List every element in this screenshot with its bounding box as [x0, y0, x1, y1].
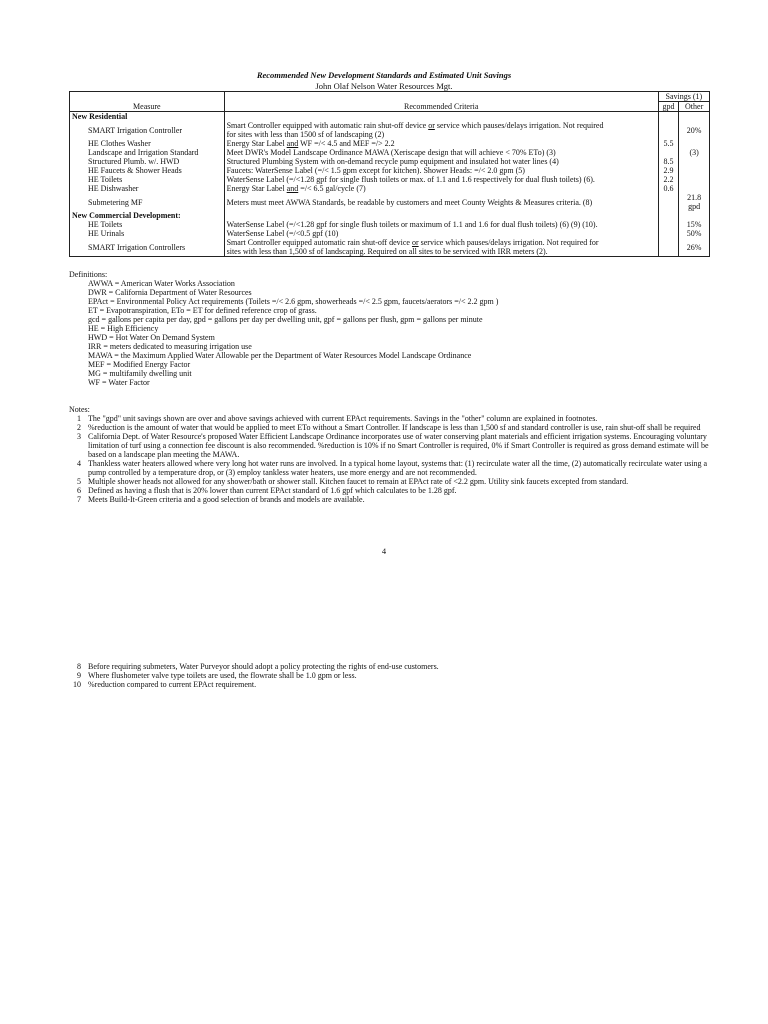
note-text: Where flushometer valve type toilets are used, the flowrate shall be 1.0 gpm or less. [88, 671, 357, 680]
gpd-cell [658, 193, 678, 211]
criteria-underlined: or [411, 238, 419, 247]
note-item [69, 423, 719, 432]
table-row [70, 238, 710, 257]
definition-item: ET = Evapotranspiration, ETo = ET for defined reference crop of grass. [88, 306, 317, 315]
criteria-cell [224, 184, 658, 193]
table-row [70, 229, 710, 238]
table-row [70, 175, 710, 184]
note-item [69, 486, 719, 495]
other-cell [679, 157, 710, 166]
note-number: 3 [77, 432, 81, 441]
definition-item: WF = Water Factor [88, 378, 150, 387]
note-number: 10 [73, 680, 81, 689]
note-item [69, 477, 719, 486]
criteria-text-cont: service which pauses/delays irrigation. Not required [434, 121, 604, 130]
other-header: Other [679, 102, 710, 112]
definition-item: gcd = gallons per capita per day, gpd = gallons per day per dwelling unit, gpf = gallons per flush, gpm = gallons per minute [88, 315, 483, 324]
criteria-cell [224, 220, 658, 229]
note-item [69, 662, 719, 671]
criteria-text: WaterSense Label (=/<0.5 gpf (10) [226, 229, 339, 238]
note-item [69, 671, 719, 680]
measure-cell: HE Faucets & Shower Heads [70, 166, 225, 175]
document-subtitle: John Olaf Nelson Water Resources Mgt. [315, 81, 453, 91]
note-text: The "gpd" unit savings shown are over and above savings achieved with current EPAct requirements. Savings in the "other" column are explained in footnotes. [88, 414, 598, 423]
section-row [70, 211, 710, 220]
gpd-cell: 8.5 [658, 157, 678, 166]
other-cell: 21.8 gpd [679, 193, 710, 211]
definition-item: AWWA = American Water Works Association [88, 279, 235, 288]
note-number: 5 [77, 477, 81, 486]
definition-item: MEF = Modified Energy Factor [88, 360, 191, 369]
criteria-text: Smart Controller equipped automatic rain shut-off device [226, 238, 412, 247]
criteria-text: Structured Plumbing System with on-demand recycle pump equipment and insulated hot water lines (4) [226, 157, 559, 166]
empty-cell [679, 211, 710, 220]
criteria-line2: sites with less than 1,500 sf of landscaping. Required on all sites to be serviced with IRR meters (2). [226, 247, 548, 256]
other-cell [679, 139, 710, 148]
empty-cell [658, 211, 678, 220]
gpd-cell [658, 121, 678, 139]
note-number: 8 [77, 662, 81, 671]
measure-cell: HE Urinals [70, 229, 225, 238]
note-number: 4 [77, 459, 81, 468]
definition-item: MAWA = the Maximum Applied Water Allowable per the Department of Water Resources Model Landscape Ordinance [88, 351, 472, 360]
other-cell: 20% [679, 121, 710, 139]
criteria-text: WaterSense Label (=/<1.28 gpf for single flush toilets or maximum of 1.1 and 1.6 for dual flush toilets) (6) (9) (10). [226, 220, 598, 229]
criteria-cell [224, 148, 658, 157]
document-title: Recommended New Development Standards and Estimated Unit Savings [256, 70, 512, 80]
note-item [69, 432, 719, 459]
measure-cell: HE Dishwasher [70, 184, 225, 193]
page-number: 4 [381, 546, 387, 556]
table-row [70, 166, 710, 175]
definition-item: DWR = California Department of Water Resources [88, 288, 252, 297]
criteria-cell [224, 121, 658, 139]
note-item [69, 459, 719, 477]
gpd-cell [658, 229, 678, 238]
note-text: %reduction is the amount of water that would be applied to meet ETo without a Smart Controller. If landscape is less than 1,500 sf and standard controller is use, rain shut-off shall be required [88, 423, 701, 432]
criteria-cell [224, 175, 658, 184]
criteria-cell [224, 157, 658, 166]
other-cell: 26% [679, 238, 710, 257]
note-number: 7 [77, 495, 81, 504]
criteria-cell [224, 166, 658, 175]
section-residential-label: New Residential [70, 112, 225, 122]
table-row [70, 139, 710, 148]
measure-cell: HE Clothes Washer [70, 139, 225, 148]
note-text: Meets Build-It-Green criteria and a good selection of brands and models are available. [88, 495, 365, 504]
savings-header: Savings (1) [658, 92, 709, 102]
criteria-text-cont: service which pauses/delays irrigation. Not required for [418, 238, 599, 247]
measure-cell: Landscape and Irrigation Standard [70, 148, 225, 157]
measure-cell: HE Toilets [70, 220, 225, 229]
table-row [70, 157, 710, 166]
gpd-cell [658, 238, 678, 257]
definition-item: EPAct = Environmental Policy Act requirements (Toilets =/< 2.6 gpm, showerheads =/< 2.5 gpm, faucets/aerators =/< 2.2 gpm ) [88, 297, 499, 306]
note-number: 1 [77, 414, 81, 423]
criteria-cell [224, 238, 658, 257]
criteria-text: Smart Controller equipped with automatic rain shut-off device [226, 121, 429, 130]
notes-section [69, 405, 719, 504]
note-item [69, 495, 719, 504]
criteria-line2: for sites with less than 1500 sf of landscaping (2) [226, 130, 385, 139]
criteria-text-cont: =/< 6.5 gal/cycle (7) [298, 184, 366, 193]
other-cell [679, 184, 710, 193]
note-number: 2 [77, 423, 81, 432]
definition-item: IRR = meters dedicated to measuring irrigation use [88, 342, 252, 351]
definition-item: HWD = Hot Water On Demand System [88, 333, 215, 342]
other-cell: 15% [679, 220, 710, 229]
criteria-underlined: and [286, 139, 299, 148]
criteria-cell [224, 229, 658, 238]
criteria-text: Meters must meet AWWA Standards, be readable by customers and meet County Weights & Measures criteria. (8) [226, 197, 593, 207]
definitions-section [69, 270, 719, 387]
measure-cell: Submetering MF [70, 193, 225, 211]
notes-continued-section [69, 662, 719, 689]
definitions-heading: Definitions: [69, 270, 108, 279]
criteria-text: WaterSense Label (=/<1.28 gpf for single flush toilets or max. of 1.1 and 1.6 respectively for dual flush toilets) (6). [226, 175, 595, 184]
other-cell: (3) [679, 148, 710, 157]
gpd-cell: 2.9 [658, 166, 678, 175]
measure-cell: HE Toilets [70, 175, 225, 184]
note-text: Before requiring submeters, Water Purveyor should adopt a policy protecting the rights of end-use customers. [88, 662, 439, 671]
note-text: %reduction compared to current EPAct requirement. [88, 680, 257, 689]
note-number: 9 [77, 671, 81, 680]
notes-heading: Notes: [69, 405, 90, 414]
note-number: 6 [77, 486, 81, 495]
criteria-header: Recommended Criteria [224, 102, 658, 112]
definition-item: MG = multifamily dwelling unit [88, 369, 192, 378]
criteria-underlined: or [428, 121, 435, 130]
note-text: Thankless water heaters allowed where very long hot water runs are involved. In a typical home layout, systems that: (1) recirculate water all the time, (2) automatically recirculate water using a pump controlled by a temperature drop, or (3) employ tankless water heaters, use more energy and are not recommended. [88, 459, 708, 477]
table-row [70, 121, 710, 139]
table-row [70, 220, 710, 229]
gpd-cell [658, 148, 678, 157]
other-cell: 50% [679, 229, 710, 238]
table-row [70, 193, 710, 211]
empty-cell [224, 211, 658, 220]
note-text: California Dept. of Water Resource's proposed Water Efficient Landscape Ordinance incorporates use of water conserving plant materials and efficient irrigation systems. Encouraging voluntary limitation of turf using a connection fee discount is also recommended. %reduction is 10% if no Smart Controller is required, 0% if Smart Controller is required as gross demand estimate will be based on a landscape plan meeting the MAWA. [88, 432, 709, 459]
note-text: Multiple shower heads not allowed for any shower/bath or shower stall. Kitchen faucet to remain at EPAct rate of <2.2 gpm. Utility sink faucets excepted from standard. [88, 477, 629, 486]
gpd-cell [658, 220, 678, 229]
section-commercial-label: New Commercial Development: [70, 211, 225, 220]
measure-cell: Structured Plumb. w/. HWD [70, 157, 225, 166]
gpd-cell: 5.5 [658, 139, 678, 148]
criteria-text: Energy Star Label [226, 184, 287, 193]
criteria-cell [224, 139, 658, 148]
note-item [69, 680, 719, 689]
note-item [69, 414, 719, 423]
table-row [70, 148, 710, 157]
standards-table [69, 91, 710, 257]
gpd-header: gpd [658, 102, 678, 112]
criteria-cell [224, 193, 658, 211]
criteria-text: Energy Star Label [226, 139, 287, 148]
gpd-cell: 0.6 [658, 184, 678, 193]
measure-header: Measure [70, 102, 225, 112]
definition-item: HE = High Efficiency [88, 324, 159, 333]
other-cell [679, 166, 710, 175]
measure-cell: SMART Irrigation Controllers [70, 238, 225, 257]
note-text: Defined as having a flush that is 20% lower than current EPAct standard of 1.6 gpf which calculates to be 1.28 gpf. [88, 486, 457, 495]
criteria-underlined: and [286, 184, 299, 193]
other-cell [679, 175, 710, 184]
criteria-text: Faucets: WaterSense Label (=/< 1.5 gpm except for kitchen). Shower Heads: =/< 2.0 gpm (5) [226, 166, 525, 175]
table-row [70, 184, 710, 193]
criteria-text: Meet DWR's Model Landscape Ordinance MAWA (Xeriscape design that will achieve < 70% ETo) (3) [226, 148, 556, 157]
gpd-cell: 2.2 [658, 175, 678, 184]
criteria-text-cont: WF =/< 4.5 and MEF =/> 2.2 [298, 139, 395, 148]
measure-cell: SMART Irrigation Controller [70, 121, 225, 139]
